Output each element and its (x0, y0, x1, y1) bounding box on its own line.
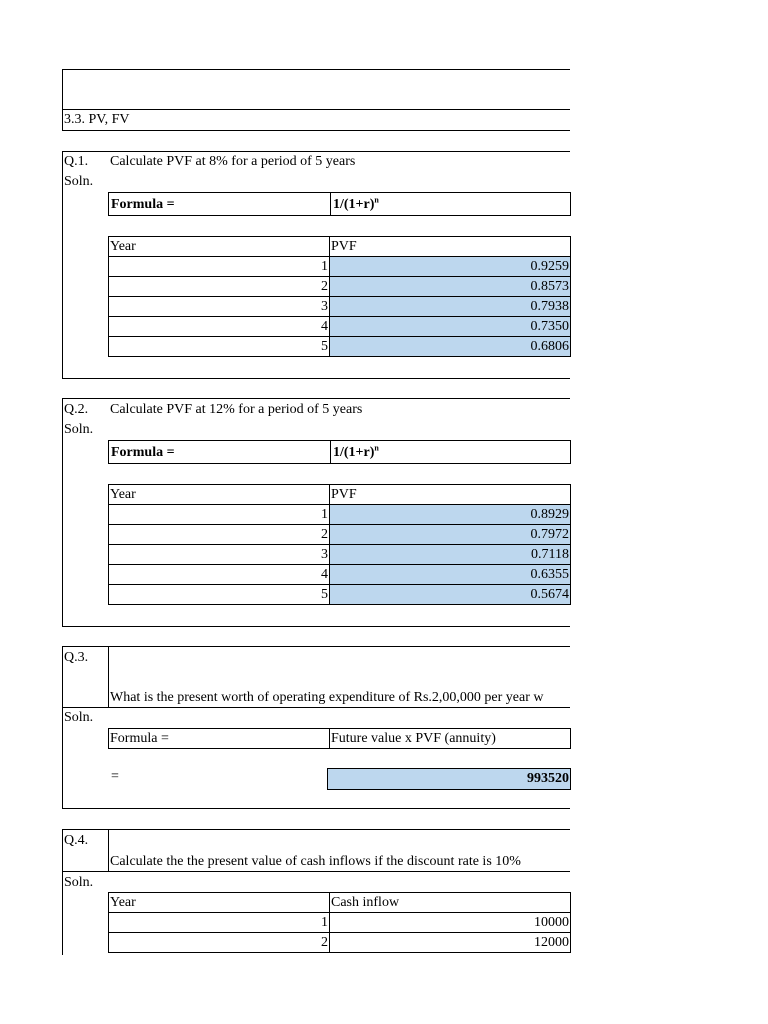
q2-formula-label: Formula = (109, 441, 331, 464)
q1-formula-label: Formula = (109, 193, 331, 216)
q3-question-bottom-border (62, 707, 570, 708)
q4-soln-label: Soln. (64, 875, 94, 890)
pvf-cell[interactable]: 0.7118 (330, 545, 571, 565)
q3-bottom-border (62, 808, 570, 809)
pvf-cell[interactable]: 0.8573 (330, 277, 571, 297)
section-title: 3.3. PV, FV (64, 112, 130, 127)
q3-question-left-border (108, 646, 109, 707)
year-cell[interactable]: 2 (109, 277, 330, 297)
year-cell[interactable]: 1 (109, 505, 330, 525)
cash-cell[interactable]: 10000 (330, 913, 571, 933)
table-row (109, 585, 571, 605)
table-row (109, 545, 571, 565)
title-top-border (62, 69, 570, 70)
q1-soln-label: Soln. (64, 174, 94, 189)
q4-col-year: Year (109, 893, 330, 913)
q3-label: Q.3. (64, 650, 89, 665)
q1-formula-value: $1/(1+r)^n$ (331, 193, 571, 216)
year-cell[interactable]: 2 (109, 933, 330, 953)
year-cell[interactable]: 3 (109, 297, 330, 317)
cash-cell[interactable]: 12000 (330, 933, 571, 953)
q2-soln-label: Soln. (64, 422, 94, 437)
year-cell[interactable]: 5 (109, 585, 330, 605)
title-bottom-border (62, 130, 570, 131)
pvf-cell[interactable]: 0.9259 (330, 257, 571, 277)
table-row (109, 297, 571, 317)
q4-left-border (62, 829, 63, 955)
title-block (62, 69, 582, 131)
q3-result-cell[interactable] (327, 768, 571, 790)
year-cell[interactable]: 1 (109, 913, 330, 933)
q1-bottom-border (62, 378, 570, 379)
q1-label: Q.1. (64, 154, 89, 169)
q2-col-year: Year (109, 485, 330, 505)
q1-question: Calculate PVF at 8% for a period of 5 years (110, 154, 356, 169)
pvf-cell[interactable]: 0.6806 (330, 337, 571, 357)
pvf-cell[interactable]: 0.7972 (330, 525, 571, 545)
q3-soln-label: Soln. (64, 710, 94, 725)
q2-label: Q.2. (64, 402, 89, 417)
table-row (109, 337, 571, 357)
pvf-cell[interactable]: 0.8929 (330, 505, 571, 525)
title-mid-border (62, 109, 570, 110)
q1-top-border (62, 151, 570, 152)
q1-pvf-table (108, 236, 571, 357)
q4-top-border (62, 829, 570, 830)
year-cell[interactable]: 1 (109, 257, 330, 277)
pvf-cell[interactable]: 0.6355 (330, 565, 571, 585)
q2-question: Calculate PVF at 12% for a period of 5 years (110, 402, 363, 417)
q2-col-pvf: PVF (330, 485, 571, 505)
q2-bottom-border (62, 626, 570, 627)
table-row (109, 505, 571, 525)
q1-formula-table (108, 192, 571, 216)
year-cell[interactable]: 4 (109, 565, 330, 585)
year-cell[interactable]: 5 (109, 337, 330, 357)
year-cell[interactable]: 2 (109, 525, 330, 545)
table-row (109, 525, 571, 545)
table-row (109, 257, 571, 277)
q4-question-left-border (108, 829, 109, 872)
table-row (109, 317, 571, 337)
q1-header-row (109, 237, 571, 257)
q2-header-row (109, 485, 571, 505)
year-cell[interactable]: 3 (109, 545, 330, 565)
table-row (109, 933, 571, 953)
q4-question-bottom-border (62, 871, 570, 872)
q4-col-cash: Cash inflow (330, 893, 571, 913)
q3-result: 993520 (527, 771, 569, 786)
q3-formula-label: Formula = (109, 729, 330, 749)
pvf-cell[interactable]: 0.7938 (330, 297, 571, 317)
q3-left-border (62, 646, 63, 809)
table-row (109, 565, 571, 585)
table-row (109, 277, 571, 297)
q1-col-year: Year (109, 237, 330, 257)
pvf-cell[interactable]: 0.7350 (330, 317, 571, 337)
q2-pvf-table (108, 484, 571, 605)
q3-equals: = (111, 769, 119, 784)
q4-question: Calculate the the present value of cash inflows if the discount rate is 10% (110, 854, 521, 869)
q2-left-border (62, 398, 63, 626)
year-cell[interactable]: 4 (109, 317, 330, 337)
q3-top-border (62, 646, 570, 647)
q1-left-border (62, 151, 63, 379)
q2-formula-value: $1/(1+r)^n$ (331, 441, 571, 464)
q4-cash-table (108, 892, 571, 953)
q2-top-border (62, 398, 570, 399)
q3-formula-value: Future value x PVF (annuity) (330, 729, 571, 749)
q1-col-pvf: PVF (330, 237, 571, 257)
q4-header-row (109, 893, 571, 913)
q4-label: Q.4. (64, 833, 89, 848)
q3-formula-table (108, 728, 571, 749)
table-row (109, 913, 571, 933)
q3-question-clip (110, 691, 570, 707)
q2-formula-table (108, 440, 571, 464)
q3-question: What is the present worth of operating expenditure of Rs.2,00,000 per year w (110, 691, 544, 705)
pvf-cell[interactable]: 0.5674 (330, 585, 571, 605)
